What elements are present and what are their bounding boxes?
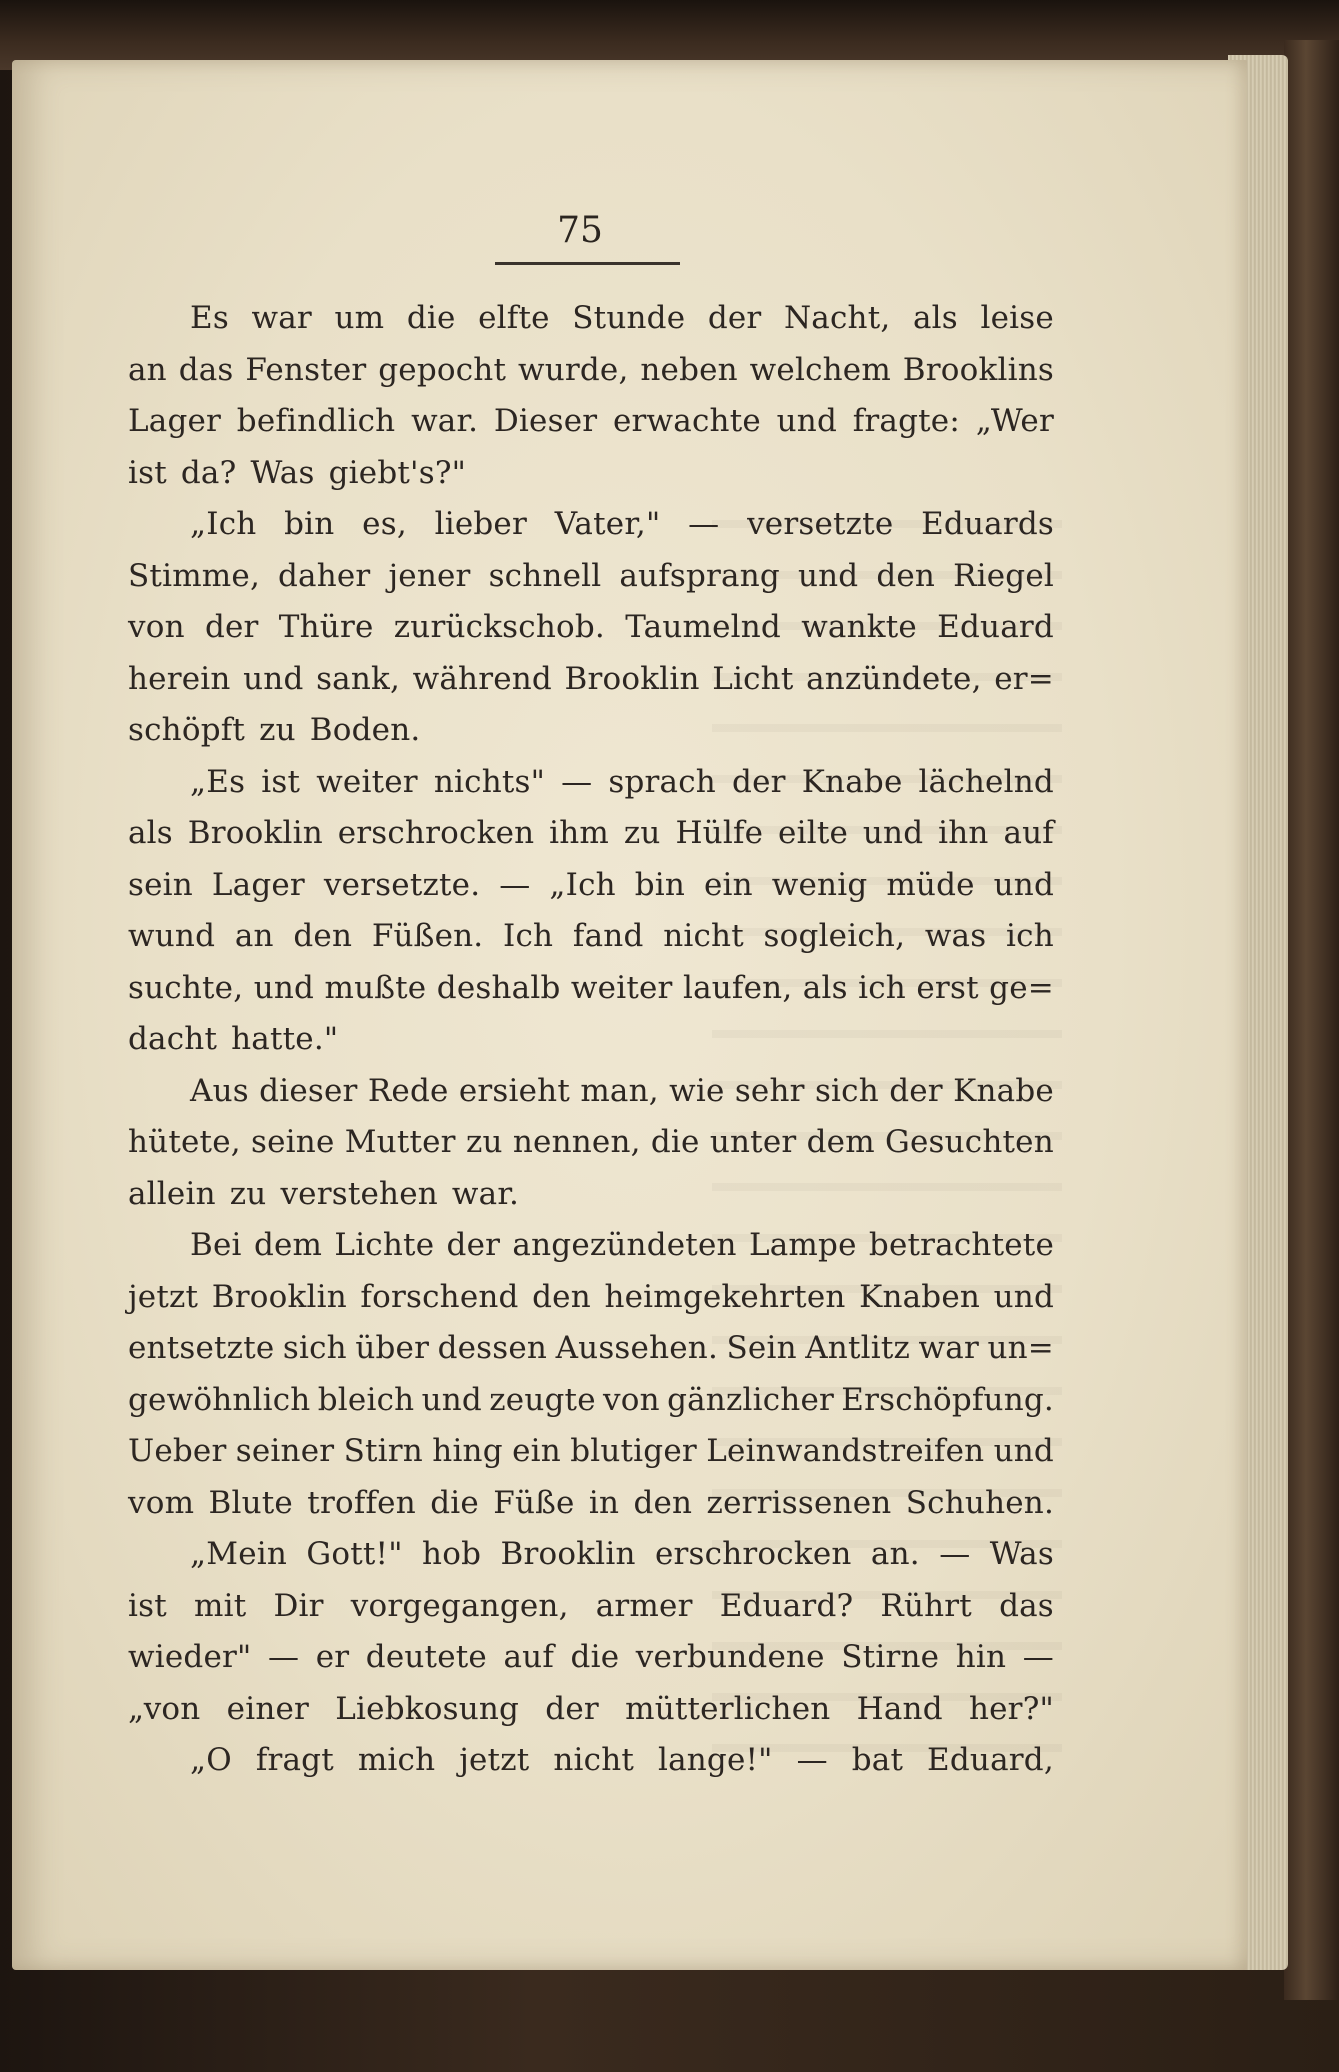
word: Mutter — [344, 1124, 456, 1160]
word: ist — [128, 1587, 167, 1624]
text-line — [128, 1124, 1054, 1176]
word: Liebkosung — [335, 1690, 520, 1727]
text-line — [128, 403, 1054, 455]
word: die — [570, 1639, 620, 1675]
word: mit — [193, 1587, 247, 1624]
word: gepocht — [378, 351, 507, 388]
word: hing — [432, 1433, 503, 1469]
word: wurde, — [517, 351, 629, 388]
word: allein — [128, 1175, 216, 1212]
word: Eduard — [937, 609, 1054, 645]
word: der — [545, 1690, 599, 1727]
word: wenig — [771, 866, 868, 903]
word: dacht — [128, 1021, 218, 1057]
word: den — [532, 1278, 591, 1315]
word: deshalb — [436, 969, 561, 1006]
word: Brooklin — [564, 660, 700, 697]
word: wieder" — [128, 1639, 252, 1675]
word: Rührt — [880, 1587, 972, 1624]
word: „Mein — [190, 1536, 288, 1572]
text-line — [128, 1485, 1054, 1537]
word: Ich — [503, 918, 554, 954]
word: Stimme, — [128, 557, 260, 594]
text-line — [128, 1742, 1054, 1794]
page-text — [128, 300, 1054, 1794]
word: Knabe — [953, 1072, 1054, 1109]
word: erst — [916, 969, 979, 1006]
word: zu — [259, 712, 296, 748]
word: die — [406, 300, 456, 336]
word: hatte." — [231, 1021, 339, 1057]
word: Brooklin — [211, 1278, 347, 1315]
word: schnell — [488, 557, 602, 594]
word: Blute — [208, 1484, 293, 1521]
word: zurückschob. — [393, 609, 605, 645]
word: wankte — [801, 609, 917, 645]
word: vorgegangen, — [350, 1587, 569, 1624]
word: dessen — [437, 1330, 548, 1366]
word: fragte: — [852, 403, 960, 439]
word: leise — [980, 300, 1054, 336]
word: und — [797, 557, 859, 594]
word: bin — [284, 506, 335, 542]
text-line — [128, 1588, 1054, 1640]
word: fand — [572, 918, 644, 954]
word: um — [334, 300, 385, 336]
word: in — [588, 1484, 620, 1521]
word: — — [939, 1536, 971, 1572]
word: über — [355, 1330, 430, 1366]
word: mußte — [324, 969, 427, 1006]
text-line — [128, 300, 1054, 352]
text-line — [128, 970, 1054, 1022]
word: — — [1022, 1639, 1054, 1675]
word: Eduard? — [719, 1587, 854, 1624]
word: angezündeten — [512, 1227, 737, 1263]
text-line — [128, 1536, 1054, 1588]
word: entsetzte — [128, 1330, 275, 1366]
word: deutete — [365, 1639, 487, 1675]
word: Stirne — [841, 1639, 940, 1675]
word: die — [430, 1484, 479, 1521]
word: da? — [180, 454, 237, 491]
word: — — [561, 763, 593, 800]
word: Knaben — [859, 1278, 981, 1315]
word: sich — [282, 1330, 347, 1366]
word: mich — [357, 1742, 436, 1778]
word: Boden. — [309, 712, 421, 748]
word: von — [603, 1381, 660, 1418]
word: nennen, — [512, 1124, 641, 1160]
word: anzündete, — [806, 660, 982, 697]
word: versetzte — [747, 506, 894, 542]
word: betrachtete — [868, 1227, 1054, 1263]
text-line — [128, 1639, 1054, 1691]
word: Licht — [712, 660, 794, 697]
text-line — [128, 1691, 1054, 1743]
word: gewöhnlich — [128, 1381, 311, 1418]
word: nichts" — [433, 763, 546, 800]
word: — — [499, 866, 531, 903]
word: zu — [623, 815, 661, 851]
word: und — [862, 815, 924, 851]
word: Taumelnd — [625, 609, 781, 645]
word: weiter — [316, 763, 418, 800]
word: troffen — [307, 1484, 416, 1521]
text-line — [128, 661, 1054, 713]
word: Gesuchten — [885, 1124, 1054, 1160]
word: verstehen — [280, 1175, 438, 1212]
text-line — [128, 1021, 1054, 1073]
word: schöpft — [128, 712, 246, 748]
word: Erschöpfung. — [841, 1381, 1054, 1418]
word: Ueber — [128, 1433, 227, 1469]
word: sank, — [316, 660, 401, 697]
word: versetzte. — [323, 866, 481, 903]
word: und — [993, 1433, 1054, 1469]
word: bin — [634, 866, 686, 903]
word: fragt — [255, 1742, 334, 1778]
text-line — [128, 352, 1054, 404]
word: eilte — [778, 815, 849, 851]
word: her?" — [968, 1690, 1054, 1727]
word: den — [293, 918, 353, 954]
word: Riegel — [953, 557, 1054, 594]
word: es, — [362, 506, 407, 542]
word: der — [732, 763, 786, 800]
word: mütterlichen — [625, 1690, 831, 1727]
word: wund — [128, 918, 216, 954]
word: dem — [806, 1124, 875, 1160]
word: laufen, — [682, 969, 793, 1006]
word: von — [128, 609, 185, 645]
word: Was — [989, 1536, 1054, 1572]
word: „O — [190, 1742, 232, 1778]
word: Brooklin — [187, 815, 323, 851]
word: hütete, — [128, 1124, 241, 1160]
word: seine — [251, 1124, 335, 1160]
text-line — [128, 1176, 1054, 1228]
word: lächelnd — [918, 763, 1054, 800]
word: sprach — [608, 763, 716, 800]
word: heimgekehrten — [604, 1278, 846, 1315]
text-line — [128, 1330, 1054, 1382]
word: seiner — [235, 1433, 335, 1469]
word: „Es — [190, 763, 246, 800]
word: ein — [704, 866, 753, 903]
word: aufsprang — [619, 557, 780, 594]
word: müde — [886, 866, 975, 903]
word: weiter — [570, 969, 673, 1006]
word: suchte, — [128, 969, 244, 1006]
word: Sein — [726, 1330, 797, 1366]
word: die — [650, 1124, 700, 1160]
word: und — [993, 866, 1054, 903]
word: er — [315, 1639, 350, 1675]
word: der — [707, 300, 762, 336]
word: ihm — [549, 815, 610, 851]
word: Brooklin — [500, 1536, 636, 1572]
word: jener — [388, 557, 471, 594]
word: Füßen. — [371, 918, 484, 954]
text-line — [128, 609, 1054, 661]
word: ersieht — [458, 1072, 571, 1109]
word: man, — [580, 1072, 659, 1109]
word: das — [999, 1587, 1054, 1624]
word: der — [446, 1227, 501, 1263]
text-line — [128, 815, 1054, 867]
word: un= — [987, 1330, 1054, 1366]
word: den — [876, 557, 936, 594]
word: sogleich, — [763, 918, 906, 954]
text-line — [128, 1279, 1054, 1331]
text-line — [128, 764, 1054, 816]
word: der — [889, 1072, 943, 1109]
word: dieser — [259, 1072, 358, 1109]
word: Aussehen. — [555, 1330, 719, 1366]
word: und — [253, 969, 315, 1006]
word: und — [776, 403, 837, 439]
word: auf — [1003, 815, 1054, 851]
word: welchem — [749, 351, 891, 388]
word: — — [688, 506, 720, 542]
word: an. — [870, 1536, 920, 1572]
word: gänzlicher — [667, 1381, 835, 1418]
text-line — [128, 455, 1054, 507]
word: lange!" — [657, 1742, 773, 1778]
word: während — [412, 660, 552, 697]
word: nicht — [663, 918, 744, 954]
word: erschrocken — [654, 1536, 852, 1572]
word: befindlich — [236, 403, 396, 439]
word: Bei — [190, 1227, 242, 1263]
word: Lager — [211, 866, 305, 903]
text-line — [128, 1073, 1054, 1125]
text-line — [128, 506, 1054, 558]
word: zu — [229, 1175, 267, 1212]
word: „Ich — [190, 506, 257, 542]
word: als — [128, 815, 173, 851]
word: herein — [128, 660, 231, 697]
word: als — [913, 300, 958, 336]
word: Lager — [128, 403, 222, 439]
word: blutiger — [570, 1433, 697, 1469]
word: vom — [128, 1484, 195, 1521]
word: Knabe — [801, 763, 903, 800]
word: Fenster — [245, 351, 367, 388]
word: Hülfe — [675, 815, 764, 851]
word: Lampe — [748, 1227, 857, 1263]
text-line — [128, 1382, 1054, 1434]
word: ich — [1006, 918, 1054, 954]
word: hob — [422, 1536, 482, 1572]
word: Eduards — [921, 506, 1054, 542]
word: an — [128, 351, 167, 388]
word: jetzt — [128, 1278, 199, 1315]
word: Gott!" — [306, 1536, 403, 1572]
word: zerrissenen — [706, 1484, 892, 1521]
word: er= — [994, 660, 1054, 697]
word: giebt's?" — [328, 454, 467, 491]
word: Eduard, — [927, 1742, 1054, 1778]
word: Dir — [273, 1587, 324, 1624]
word: und — [243, 660, 304, 697]
word: Aus — [190, 1072, 249, 1109]
word: Antlitz — [805, 1330, 911, 1366]
word: ich — [858, 969, 906, 1006]
book-cover-right — [1284, 40, 1339, 2000]
word: Es — [190, 300, 229, 336]
word: Füße — [493, 1484, 575, 1521]
word: — — [796, 1742, 828, 1778]
word: Schuhen. — [905, 1484, 1054, 1521]
word: war — [251, 300, 312, 336]
word: neben — [640, 351, 738, 388]
word: war — [918, 1330, 979, 1366]
word: Stirn — [343, 1433, 423, 1469]
word: — — [267, 1639, 300, 1675]
word: Nacht, — [783, 300, 891, 336]
word: „Ich — [549, 866, 616, 903]
word: den — [633, 1484, 693, 1521]
word: und — [421, 1381, 482, 1418]
word: armer — [595, 1587, 693, 1624]
word: hin — [955, 1639, 1007, 1675]
word: was — [924, 918, 987, 954]
word: und — [993, 1278, 1054, 1315]
word: ihn — [938, 815, 989, 851]
word: einer — [226, 1690, 310, 1727]
word: jetzt — [459, 1742, 530, 1778]
word: Leinwandstreifen — [706, 1433, 985, 1469]
word: elfte — [478, 300, 550, 336]
word: der — [204, 609, 259, 645]
text-line — [128, 1227, 1054, 1279]
word: nicht — [553, 1742, 635, 1778]
word: Brooklins — [902, 351, 1054, 388]
text-line — [128, 1433, 1054, 1485]
word: ist — [261, 763, 301, 800]
word: „von — [128, 1690, 201, 1727]
word: Stunde — [572, 300, 686, 336]
word: sehr — [734, 1072, 805, 1109]
word: Lichte — [334, 1227, 435, 1263]
word: verbundene — [635, 1639, 825, 1675]
text-line — [128, 867, 1054, 919]
word: bat — [851, 1742, 904, 1778]
page-number-rule — [495, 262, 680, 265]
word: Rede — [367, 1072, 449, 1109]
word: an — [234, 918, 274, 954]
word: daher — [278, 557, 371, 594]
word: zeugte — [489, 1381, 596, 1418]
word: dem — [253, 1227, 323, 1263]
word: das — [178, 351, 234, 388]
word: ge= — [989, 969, 1054, 1006]
word: wie — [669, 1072, 725, 1109]
word: Vater," — [554, 506, 661, 542]
word: sich — [814, 1072, 879, 1109]
word: Thüre — [278, 609, 374, 645]
word: Was — [250, 454, 315, 491]
word: war. — [411, 403, 479, 439]
page-number: 75 — [557, 210, 603, 251]
word: zu — [465, 1124, 503, 1160]
word: erschrocken — [337, 815, 535, 851]
word: erwachte — [612, 403, 761, 439]
word: sein — [128, 866, 193, 903]
word: forschend — [360, 1278, 519, 1315]
text-line — [128, 918, 1054, 970]
word: Hand — [856, 1690, 943, 1727]
word: „Wer — [975, 403, 1054, 439]
word: auf — [503, 1639, 555, 1675]
text-line — [128, 558, 1054, 610]
word: lieber — [434, 506, 527, 542]
word: Dieser — [493, 403, 598, 439]
word: als — [802, 969, 848, 1006]
word: bleich — [317, 1381, 415, 1418]
word: ein — [512, 1433, 561, 1469]
word: unter — [709, 1124, 797, 1160]
word: war. — [451, 1175, 520, 1212]
word: ist — [128, 454, 167, 491]
text-line — [128, 712, 1054, 764]
